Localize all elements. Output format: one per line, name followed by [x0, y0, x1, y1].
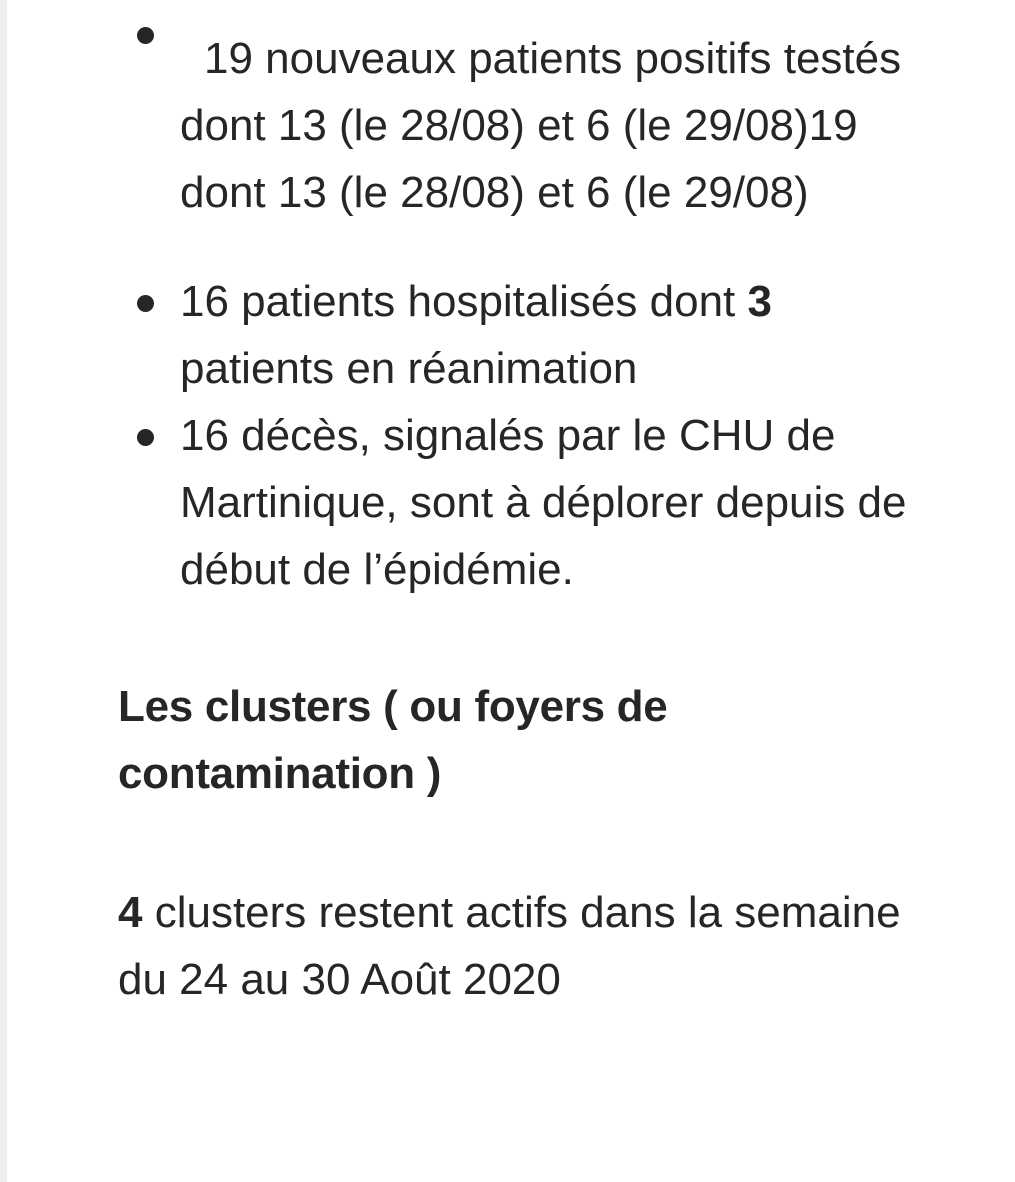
- list-item-new-positive-patients: [118, 0, 908, 268]
- covid-facts-list: [118, 0, 908, 603]
- bullet-icon: [137, 429, 154, 446]
- bullet-icon: [137, 295, 154, 312]
- left-edge-divider: [0, 0, 7, 1182]
- list-item-text-end: patients en réanimation: [180, 344, 638, 393]
- list-item-hospitalized-patients: [118, 268, 908, 402]
- icu-patient-count: 3: [747, 277, 772, 326]
- clusters-summary-text: clusters restent actifs dans la semaine du 24 au 30 Août 2020: [118, 888, 901, 1004]
- list-item-text-start: 16 patients hospitalisés dont: [180, 277, 748, 326]
- list-item-text: 16 décès, signalés par le CHU de Martinique, sont à déplorer depuis de début de l’épidémie.: [180, 411, 907, 594]
- bullet-icon: [137, 27, 154, 44]
- clusters-summary: [118, 879, 908, 1013]
- list-item-text: 19 nouveaux patients positifs testés dont 13 (le 28/08) et 6 (le 29/08)19 dont 13 (le 28/08) et 6 (le 29/08): [180, 34, 902, 217]
- article-content: [118, 0, 908, 1013]
- list-item-deaths: [118, 402, 908, 603]
- active-cluster-count: 4: [118, 888, 143, 937]
- section-heading-clusters: Les clusters ( ou foyers de contamination ): [118, 682, 668, 798]
